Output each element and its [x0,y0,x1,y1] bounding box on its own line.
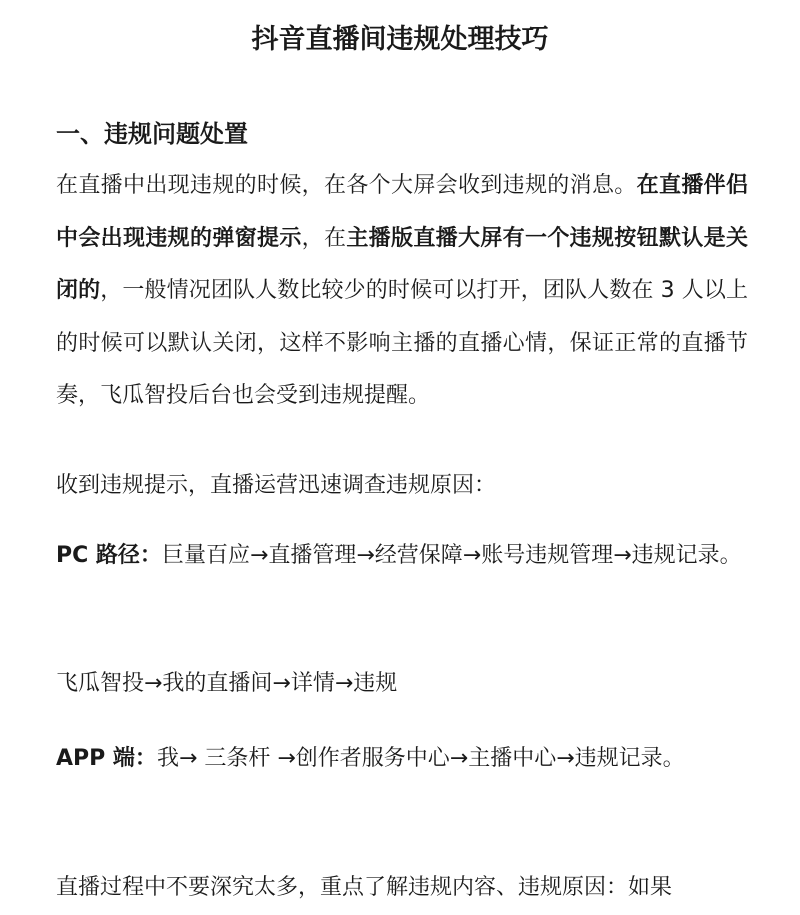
paragraph-advice: 直播过程中不要深究太多，重点了解违规内容、违规原因：如果 [56,875,673,900]
section-heading-violation-handling: 一、违规问题处置 [56,120,248,148]
paragraph-text: 在直播中出现违规的时候，在各个大屏会收到违规的消息。 [56,173,637,198]
paragraph-feigua-path: 飞瓜智投→我的直播间→详情→违规 [56,671,398,696]
paragraph-violation-alerts [56,160,748,423]
pc-path-label: PC 路径： [56,543,162,568]
paragraph-pc-path [56,530,748,583]
paragraph-text: ，一般情况团队人数比较少的时候可以打开，团队人数在 3 人以上的时候可以默认关闭，这样不影响主播的直播心情，保证正常的直播节奏，飞瓜智投后台也会受到违规提醒。 [56,278,748,408]
bold-text-popup-prompt: 在直播伴侣中会出现违规的弹窗提示 [56,173,748,251]
pc-path-text: 巨量百应→直播管理→经营保障→账号违规管理→违规记录。 [161,543,742,568]
paragraph-app-path [56,733,748,786]
app-path-label: APP 端： [56,746,157,771]
bold-text-violation-button: 主播版直播大屏有一个违规按钮默认是关闭的 [56,225,748,303]
paragraph-investigate-cause: 收到违规提示，直播运营迅速调查违规原因： [56,473,497,498]
paragraph-text: ，在 [301,225,347,251]
app-path-text: 我→ 三条杆 →创作者服务中心→主播中心→违规记录。 [156,746,685,771]
article-title: 抖音直播间违规处理技巧 [251,24,549,55]
